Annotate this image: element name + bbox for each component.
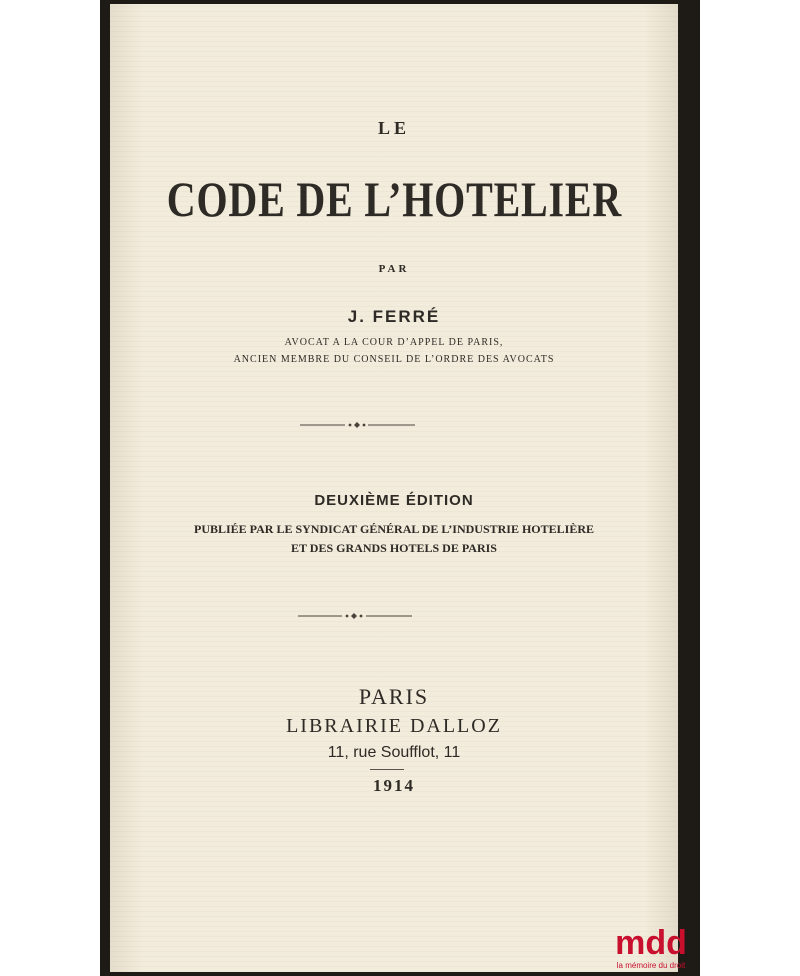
author-name: J. FERRÉ <box>347 307 441 326</box>
title-page <box>110 4 678 972</box>
book-title: CODE DE L’HOTELIER <box>166 171 623 227</box>
author-affiliation-2: ANCIEN MEMBRE DU CONSEIL DE L’ORDRE DES AVOCATS <box>233 354 555 365</box>
edition-label: DEUXIÈME ÉDITION <box>314 492 474 509</box>
ornamental-rule-1 <box>110 420 678 430</box>
mdd-logo <box>608 918 694 972</box>
title-article: LE <box>377 118 410 138</box>
publication-year: 1914 <box>373 776 415 795</box>
publication-note-1: PUBLIÉE PAR LE SYNDICAT GÉNÉRAL DE L’INDUSTRIE HOTELIÈRE <box>194 522 594 536</box>
small-divider <box>370 769 404 770</box>
publication-city: PARIS <box>358 684 430 709</box>
mdd-logo-text: mdd <box>615 924 687 962</box>
mdd-logo-caption: la mémoire du droit <box>616 961 686 970</box>
ornamental-rule-2 <box>110 611 678 621</box>
publisher-name: LIBRAIRIE DALLOZ <box>286 715 502 737</box>
publication-note-2: ET DES GRANDS HOTELS DE PARIS <box>291 541 497 555</box>
author-affiliation-1: AVOCAT A LA COUR D’APPEL DE PARIS, <box>284 337 504 348</box>
by-label: PAR <box>378 263 410 275</box>
publisher-address: 11, rue Soufflot, 11 <box>327 744 461 761</box>
